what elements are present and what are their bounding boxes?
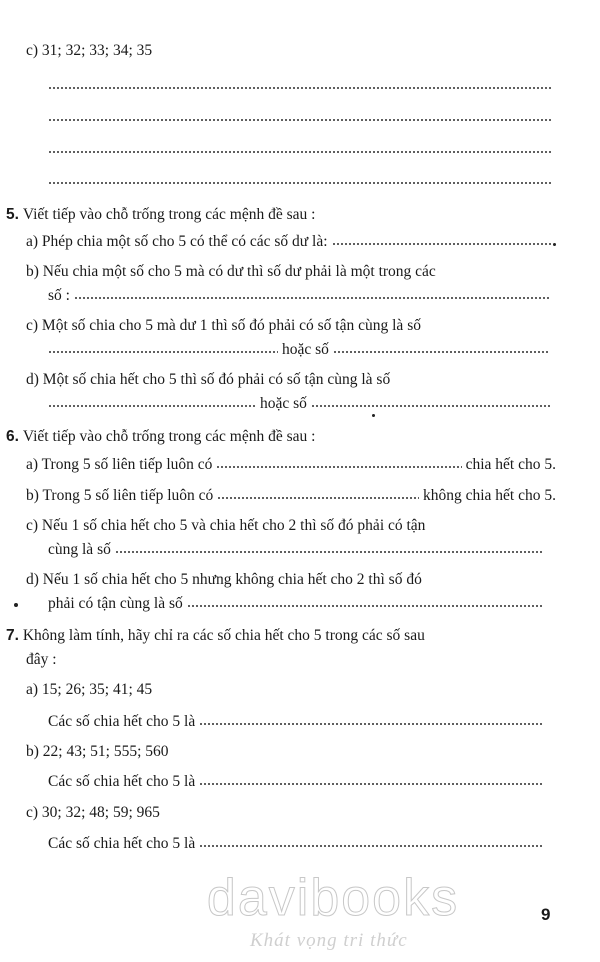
q7b-answer: Các số chia hết cho 5 là bbox=[48, 772, 548, 792]
answer-line[interactable] bbox=[199, 782, 544, 786]
q7-heading-line2: đây : bbox=[26, 651, 57, 668]
q7c-answer: Các số chia hết cho 5 là bbox=[48, 834, 548, 854]
q7-heading: 7. Không làm tính, hãy chỉ ra các số chia hết cho 5 trong các số sau bbox=[6, 627, 425, 644]
q5d-line2: hoặc số bbox=[48, 394, 554, 414]
answer-line[interactable] bbox=[199, 722, 544, 726]
answer-line[interactable] bbox=[48, 181, 552, 185]
q6c-line1: c) Nếu 1 số chia hết cho 5 và chia hết cho 2 thì số đó phải có tận bbox=[26, 517, 426, 534]
print-speck bbox=[14, 603, 18, 607]
page-number: 9 bbox=[541, 905, 551, 924]
q5d-line1: d) Một số chia hết cho 5 thì số đó phải có số tận cùng là số bbox=[26, 371, 391, 388]
q7a-answer: Các số chia hết cho 5 là bbox=[48, 712, 548, 732]
answer-line[interactable] bbox=[332, 242, 552, 246]
answer-line[interactable] bbox=[48, 350, 278, 354]
q6c-line2: cùng là số bbox=[48, 540, 548, 560]
q6-heading: 6. Viết tiếp vào chỗ trống trong các mệnh đề sau : bbox=[6, 428, 316, 445]
q5c-line1: c) Một số chia cho 5 mà dư 1 thì số đó phải có số tận cùng là số bbox=[26, 317, 421, 334]
watermark-logo: davibooks bbox=[206, 869, 460, 927]
print-speck bbox=[553, 243, 556, 246]
q5b-line2: số : bbox=[48, 286, 554, 306]
print-speck bbox=[372, 414, 375, 417]
q7a-numbers: a) 15; 26; 35; 41; 45 bbox=[26, 681, 153, 698]
q5c-line2: hoặc số bbox=[48, 340, 554, 360]
answer-line[interactable] bbox=[115, 550, 544, 554]
answer-line[interactable] bbox=[333, 350, 550, 354]
answer-line[interactable] bbox=[48, 86, 552, 90]
q6b: b) Trong 5 số liên tiếp luôn có không chia hết cho 5. bbox=[26, 487, 556, 504]
answer-line[interactable] bbox=[311, 404, 550, 408]
answer-line[interactable] bbox=[199, 844, 544, 848]
answer-line[interactable] bbox=[217, 496, 419, 500]
watermark-slogan: Khát vọng tri thức bbox=[250, 930, 408, 951]
q5b-line1: b) Nếu chia một số cho 5 mà có dư thì số dư phải là một trong các bbox=[26, 263, 436, 280]
answer-line[interactable] bbox=[216, 465, 461, 469]
q7c-numbers: c) 30; 32; 48; 59; 965 bbox=[26, 804, 160, 821]
q4c-label: c) 31; 32; 33; 34; 35 bbox=[26, 42, 153, 59]
answer-line[interactable] bbox=[48, 404, 256, 408]
q7b-numbers: b) 22; 43; 51; 555; 560 bbox=[26, 743, 169, 760]
q5a: a) Phép chia một số cho 5 có thể có các số dư là: bbox=[26, 232, 556, 252]
answer-line[interactable] bbox=[187, 604, 544, 608]
answer-line[interactable] bbox=[74, 296, 550, 300]
q5-heading: 5. Viết tiếp vào chỗ trống trong các mệnh đề sau : bbox=[6, 206, 316, 223]
answer-line[interactable] bbox=[48, 118, 552, 122]
q6d-line2: phải có tận cùng là số bbox=[48, 594, 548, 614]
answer-line[interactable] bbox=[48, 150, 552, 154]
q6d-line1: d) Nếu 1 số chia hết cho 5 nhưng không chia hết cho 2 thì số đó bbox=[26, 571, 422, 588]
q6a: a) Trong 5 số liên tiếp luôn có chia hết cho 5. bbox=[26, 456, 556, 473]
